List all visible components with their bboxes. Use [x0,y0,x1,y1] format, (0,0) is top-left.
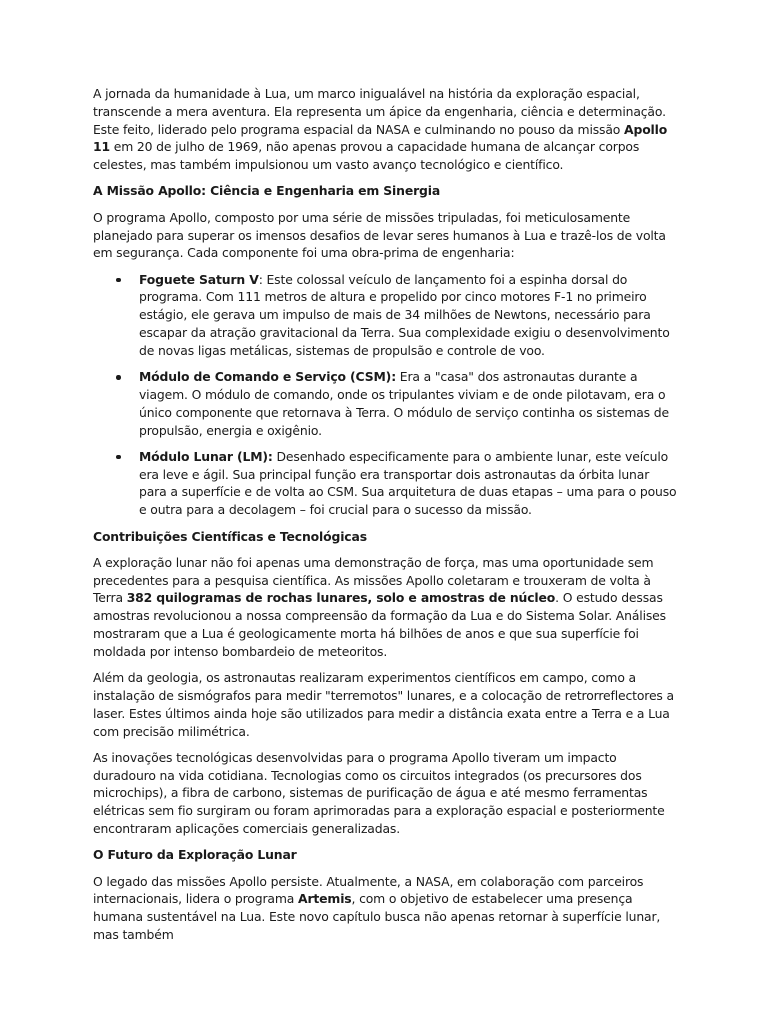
components-list [93,271,677,519]
list-item: Foguete Saturn V: Este colossal veículo de lançamento foi a espinha dorsal do programa. Com 111 metros de altura e propelido por cinco motores F-1 no primeiro estágio, ele gerava um impulso de mais de 34 milhões de Newtons, necessário para escapar da atração gravitacional da Terra. Sua complexidade exigiu o desenvolvimento de novas ligas metálicas, sistemas de propulsão e controle de voo. [139,271,677,360]
list-item: Módulo de Comando e Serviço (CSM): Era a "casa" dos astronautas durante a viagem. O módulo de comando, onde os tripulantes viviam e de onde pilotavam, era o único componente que retornava à Terra. O módulo de serviço continha os sistemas de propulsão, energia e oxigênio. [139,368,677,439]
section-heading-contributions: Contribuições Científicas e Tecnológicas [93,528,367,544]
apollo-11-bold: Apollo 11 [93,121,668,155]
contributions-paragraph-3: As inovações tecnológicas desenvolvidas para o programa Apollo tiveram um impacto duradouro na vida cotidiana. Tecnologias como os circuitos integrados (os precursores dos microchips), a fibra de carbono, sistemas de purificação de água e até mesmo ferramentas elétricas sem fio surgiram ou foram aprimoradas para a exploração espacial e posteriormente encontraram aplicações comerciais generalizadas. [93,749,665,836]
list-item: Módulo Lunar (LM): Desenhado especificamente para o ambiente lunar, este veículo era leve e ágil. Sua principal função era transportar dois astronautas da órbita lunar para a superfície e de volta ao CSM. Sua arquitetura de duas etapas – uma para o pouso e outra para a decolagem – foi crucial para o sucesso da missão. [139,448,677,518]
contributions-paragraph-1: A exploração lunar não foi apenas uma demonstração de força, mas uma oportunidade sem precedentes para a pesquisa científica. As missões Apollo coletaram e trouxeram de volta à Terra 382 quilogramas de rochas lunares, solo e amostras de núcleo. O estudo dessas amostras revolucionou a nossa compreensão da formação da Lua e do Sistema Solar. Análises mostraram que a Lua é geologicamente morta há bilhões de anos e que sua superfície foi moldada por intenso bombardeio de meteoritos. [93,554,666,659]
artemis-bold: Artemis [298,891,352,907]
section-heading-future: O Futuro da Exploração Lunar [93,847,297,863]
apollo-intro-paragraph: O programa Apollo, composto por uma série de missões tripuladas, foi meticulosamente planejado para superar os imensos desafios de levar seres humanos à Lua e trazê-los de volta em segurança. Cada componente foi uma obra-prima de engenharia: [93,209,666,261]
contributions-paragraph-2: Além da geologia, os astronautas realizaram experimentos científicos em campo, como a instalação de sismógrafos para medir "terremotos" lunares, e a colocação de retrorreflectores a laser. Estes últimos ainda hoje são utilizados para medir a distância exata entre a Terra e a Lua com precisão milimétrica. [93,670,674,739]
future-paragraph: O legado das missões Apollo persiste. Atualmente, a NASA, em colaboração com parceiros internacionais, lidera o programa Artemis, com o objetivo de estabelecer uma presença humana sustentável na Lua. Este novo capítulo busca não apenas retornar à superfície lunar, mas também [93,873,661,942]
intro-paragraph: A jornada da humanidade à Lua, um marco inigualável na história da exploração espacial, transcende a mera aventura. Ela representa um ápice da engenharia, ciência e determinação. Este feito, liderado pelo programa espacial da NASA e culminando no pouso da missão Apollo 11 em 20 de julho de 1969, não apenas provou a capacidade humana de alcançar corpos celestes, mas também impulsionou um vasto avanço tecnológico e científico. [93,86,668,173]
document-page [93,85,677,952]
section-heading-apollo: A Missão Apollo: Ciência e Engenharia em Sinergia [93,183,441,199]
